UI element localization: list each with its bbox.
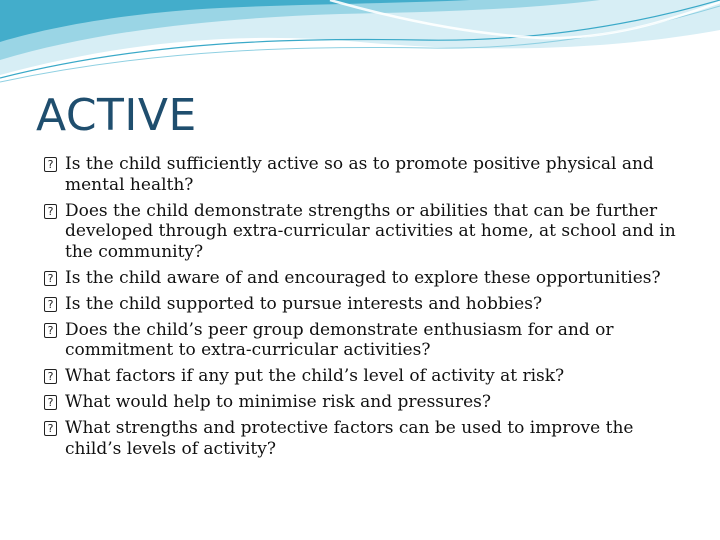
bullet-text: Does the child’s peer group demonstrate enthusiasm for and or commitment to extra-curricular activities? <box>65 319 614 360</box>
bullet-item <box>44 392 694 413</box>
bullet-placeholder-icon: ? <box>44 204 57 219</box>
bullet-placeholder-icon: ? <box>44 421 57 436</box>
bullet-item <box>44 320 694 361</box>
bullet-text: Is the child supported to pursue interests and hobbies? <box>65 293 543 314</box>
bullet-text: Does the child demonstrate strengths or abilities that can be further developed through extra-curricular activities at home, at school and in the community? <box>65 200 676 262</box>
slide-title: ACTIVE <box>36 90 197 141</box>
bullet-placeholder-icon: ? <box>44 271 57 286</box>
bullet-list <box>44 154 694 465</box>
bullet-text: What would help to minimise risk and pressures? <box>65 392 491 412</box>
decorative-wave-header <box>0 0 720 90</box>
bullet-item <box>44 154 694 195</box>
bullet-text: What strengths and protective factors can be used to improve the child’s levels of activity? <box>65 418 634 459</box>
bullet-item <box>44 201 694 263</box>
bullet-item <box>44 268 694 289</box>
bullet-placeholder-icon: ? <box>44 297 57 312</box>
bullet-item <box>44 418 694 459</box>
bullet-text: Is the child aware of and encouraged to explore these opportunities? <box>65 267 661 288</box>
bullet-text: Is the child sufficiently active so as to promote positive physical and mental health? <box>65 154 654 195</box>
bullet-placeholder-icon: ? <box>44 369 57 384</box>
bullet-placeholder-icon: ? <box>44 395 57 410</box>
bullet-text: What factors if any put the child’s level of activity at risk? <box>65 366 565 386</box>
bullet-item <box>44 294 694 315</box>
bullet-item <box>44 366 694 387</box>
bullet-placeholder-icon: ? <box>44 323 57 338</box>
bullet-placeholder-icon: ? <box>44 157 57 172</box>
